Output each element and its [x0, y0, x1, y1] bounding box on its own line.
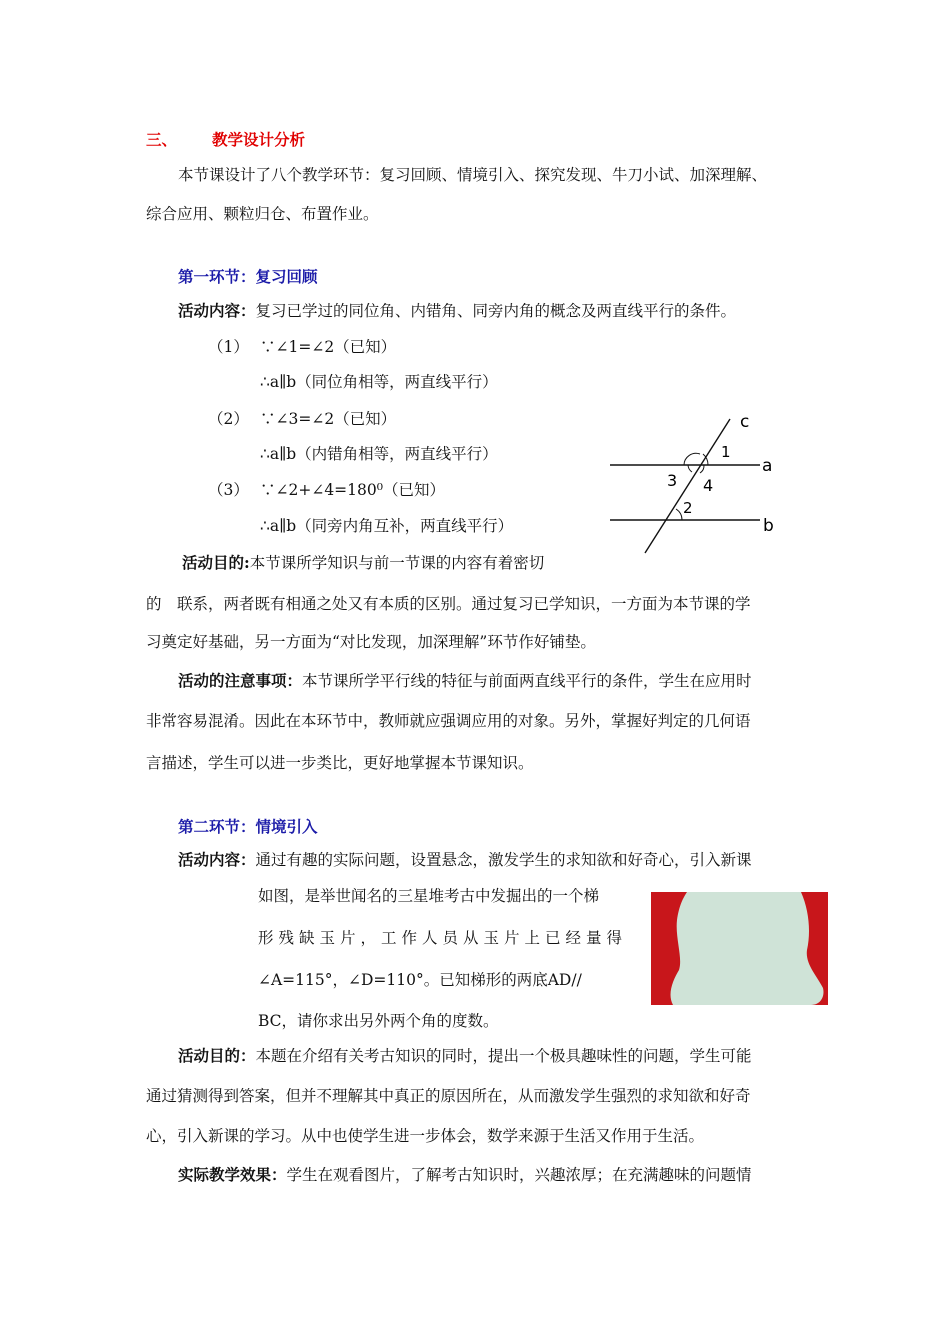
- part2-content-text: 通过有趣的实际问题，设置悬念，激发学生的求知欲和好奇心，引入新课: [255, 851, 752, 869]
- problem-line-3: ∠A=115°，∠D=110°。已知梯形的两底AD//: [258, 971, 582, 989]
- problem-line-2: 形残缺玉片，工作人员从玉片上已经量得: [258, 929, 628, 947]
- part1-purpose-line-3: 习奠定好基础，另一方面为“对比发现，加深理解”环节作好铺垫。: [146, 633, 596, 651]
- part1-notes-line-2: 非常容易混淆。因此在本环节中，教师就应强调应用的对象。另外，掌握好判定的几何语: [146, 712, 751, 730]
- part1-purpose-line-2: 的 联系，两者既有相通之处又有本质的区别。通过复习已学知识，一方面为本节课的学: [146, 595, 751, 613]
- item3-given: ∵∠2+∠4=180⁰（已知）: [260, 481, 445, 499]
- part2-purpose-line-1: 本题在介绍有关考古知识的同时，提出一个极具趣味性的问题，学生可能: [255, 1047, 752, 1065]
- intro-line-2: 综合应用、颗粒归仓、布置作业。: [146, 205, 379, 223]
- part1-notes-label: 活动的注意事项：: [178, 671, 303, 690]
- problem-line-4: BC，请你求出另外两个角的度数。: [258, 1012, 499, 1030]
- part1-content: [178, 301, 736, 321]
- item1-given: ∵∠1=∠2（已知）: [260, 338, 397, 356]
- label-2: 2: [683, 499, 693, 517]
- part1-content-label: 活动内容：: [178, 301, 256, 320]
- part2-purpose-line-3: 心，引入新课的学习。从中也使学生进一步体会，数学来源于生活又作用于生活。: [146, 1127, 705, 1145]
- item1-num: （1）: [208, 338, 249, 356]
- part2-purpose-line-2: 通过猜测得到答案，但并不理解其中真正的原因所在，从而激发学生强烈的求知欲和好奇: [146, 1087, 751, 1105]
- section-title: 教学设计分析: [212, 130, 306, 149]
- part1-purpose: [182, 553, 544, 573]
- item1-conclusion: ∴a∥b（同位角相等，两直线平行）: [260, 373, 498, 391]
- part2-effect-text: 学生在观看图片，了解考古知识时，兴趣浓厚；在充满趣味的问题情: [286, 1166, 752, 1184]
- item2-conclusion: ∴a∥b（内错角相等，两直线平行）: [260, 445, 498, 463]
- item3-num: （3）: [208, 481, 249, 499]
- parallel-lines-diagram: [600, 405, 800, 555]
- angle-2-arc: [676, 509, 682, 520]
- part1-notes: [178, 671, 752, 691]
- label-1: 1: [721, 443, 731, 461]
- part2-content: [178, 850, 752, 870]
- part2-purpose-label: 活动目的：: [178, 1046, 256, 1065]
- jade-piece: [671, 892, 824, 1005]
- item3-conclusion: ∴a∥b（同旁内角互补，两直线平行）: [260, 517, 514, 535]
- part2-heading: 第二环节：情境引入: [178, 817, 318, 836]
- angle-upper-arc: [684, 453, 700, 465]
- part1-heading: 第一环节：复习回顾: [178, 267, 318, 286]
- part2-content-label: 活动内容：: [178, 850, 256, 869]
- item2-given: ∵∠3=∠2（已知）: [260, 410, 397, 428]
- label-4: 4: [703, 476, 714, 495]
- label-3: 3: [667, 471, 678, 490]
- part2-effect: [178, 1165, 752, 1185]
- label-b: b: [763, 516, 774, 536]
- part1-content-text: 复习已学过的同位角、内错角、同旁内角的概念及两直线平行的条件。: [255, 302, 737, 320]
- label-c: c: [740, 412, 750, 432]
- angle-3-arc: [688, 465, 692, 472]
- label-a: a: [762, 456, 773, 476]
- part1-notes-line-1: 本节课所学平行线的特征与前面两直线平行的条件，学生在应用时: [302, 672, 752, 690]
- item2-num: （2）: [208, 410, 249, 428]
- part1-purpose-label: 活动目的:: [182, 553, 250, 572]
- part2-purpose: [178, 1046, 752, 1066]
- line-c: [645, 419, 730, 553]
- part1-purpose-line-1: 本节课所学知识与前一节课的内容有着密切: [249, 554, 545, 572]
- jade-piece-photo: [651, 892, 828, 1005]
- problem-line-1: 如图，是举世闻名的三星堆考古中发掘出的一个梯: [258, 887, 600, 905]
- part2-effect-label: 实际教学效果：: [178, 1165, 287, 1184]
- section-number: 三、: [146, 130, 178, 149]
- intro-line-1: 本节课设计了八个教学环节：复习回顾、情境引入、探究发现、牛刀小试、加深理解、: [178, 166, 768, 184]
- part1-notes-line-3: 言描述，学生可以进一步类比，更好地掌握本节课知识。: [146, 754, 534, 772]
